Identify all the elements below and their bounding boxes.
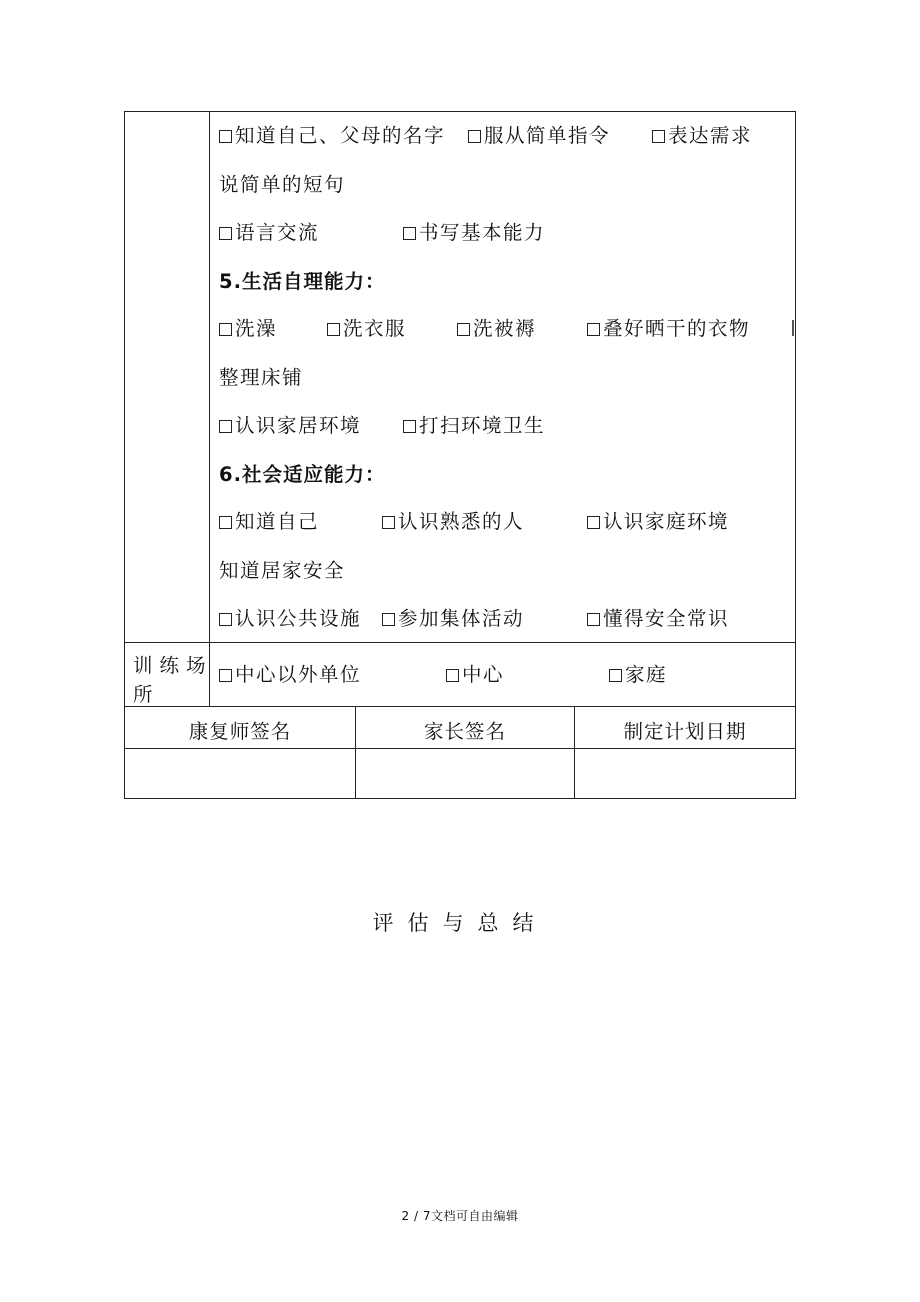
checkbox-icon[interactable] [219, 130, 232, 143]
checkbox-icon[interactable] [652, 130, 665, 143]
plan-date-field[interactable] [575, 749, 795, 798]
checkbox-icon[interactable] [219, 420, 232, 433]
training-location-label-line2: 所 [133, 683, 154, 706]
checkbox-option[interactable]: 书写基本能力 [403, 221, 545, 245]
checkbox-option[interactable]: 语言交流 [219, 221, 319, 245]
row-divider-location [124, 642, 796, 643]
checkbox-option[interactable]: 中心 [446, 663, 504, 687]
therapist-signature-header: 康复师签名 [188, 720, 292, 743]
section6-row1-continuation: 知道居家安全 [219, 559, 346, 582]
training-location-label-line1: 训练场 [133, 654, 213, 677]
checkbox-option[interactable]: 洗衣服 [327, 317, 406, 341]
checkbox-option[interactable]: 表达需求 [652, 124, 752, 148]
section4-row1-continuation: 说简单的短句 [219, 173, 346, 196]
checkbox-icon[interactable] [219, 669, 232, 682]
checkbox-option[interactable]: 知道自己 [219, 510, 319, 534]
checkbox-option[interactable]: 家庭 [609, 663, 667, 687]
parent-signature-header: 家长签名 [423, 720, 506, 743]
section6-heading: 6.社会适应能力： [219, 463, 386, 486]
checkbox-option[interactable]: 认识家居环境 [219, 414, 361, 438]
page-footer: 2 / 7文档可自由编辑 [401, 1209, 519, 1223]
checkbox-icon[interactable] [587, 323, 600, 336]
parent-signature-field[interactable] [356, 749, 574, 798]
checkbox-icon[interactable] [403, 227, 416, 240]
checkbox-icon[interactable] [457, 323, 470, 336]
checkbox-icon[interactable] [587, 613, 600, 626]
left-column-divider [209, 111, 210, 706]
section5-row1-continuation: 整理床铺 [219, 366, 304, 389]
checkbox-option[interactable]: 认识熟悉的人 [382, 510, 524, 534]
checkbox-option[interactable]: 洗澡 [219, 317, 277, 341]
checkbox-option[interactable]: 叠好晒干的衣物 [587, 317, 750, 341]
checkbox-option[interactable]: 认识公共设施 [219, 607, 361, 631]
checkbox-option[interactable]: 洗被褥 [457, 317, 536, 341]
plan-table [124, 111, 796, 799]
checkbox-icon[interactable] [219, 227, 232, 240]
section5-heading: 5.生活自理能力： [219, 270, 386, 293]
checkbox-option[interactable]: 中心以外单位 [219, 663, 361, 687]
checkbox-icon[interactable] [219, 323, 232, 336]
checkbox-option[interactable]: 知道自己、父母的名字 [219, 124, 445, 148]
checkbox-icon[interactable] [219, 516, 232, 529]
checkbox-icon[interactable] [382, 516, 395, 529]
checkbox-icon[interactable] [587, 516, 600, 529]
checkbox-option[interactable]: 懂得安全常识 [587, 607, 729, 631]
checkbox-option[interactable]: 认识家庭环境 [587, 510, 729, 534]
edge-mark [792, 320, 794, 336]
row-divider-signature [124, 706, 796, 707]
checkbox-option[interactable]: 参加集体活动 [382, 607, 524, 631]
checkbox-icon[interactable] [446, 669, 459, 682]
checkbox-icon[interactable] [382, 613, 395, 626]
checkbox-icon[interactable] [403, 420, 416, 433]
plan-date-header: 制定计划日期 [623, 720, 747, 743]
checkbox-icon[interactable] [219, 613, 232, 626]
checkbox-option[interactable]: 打扫环境卫生 [403, 414, 545, 438]
checkbox-icon[interactable] [468, 130, 481, 143]
evaluation-title: 评估与总结 [372, 911, 548, 935]
therapist-signature-field[interactable] [125, 749, 355, 798]
checkbox-option[interactable]: 服从简单指令 [468, 124, 610, 148]
checkbox-icon[interactable] [327, 323, 340, 336]
checkbox-icon[interactable] [609, 669, 622, 682]
